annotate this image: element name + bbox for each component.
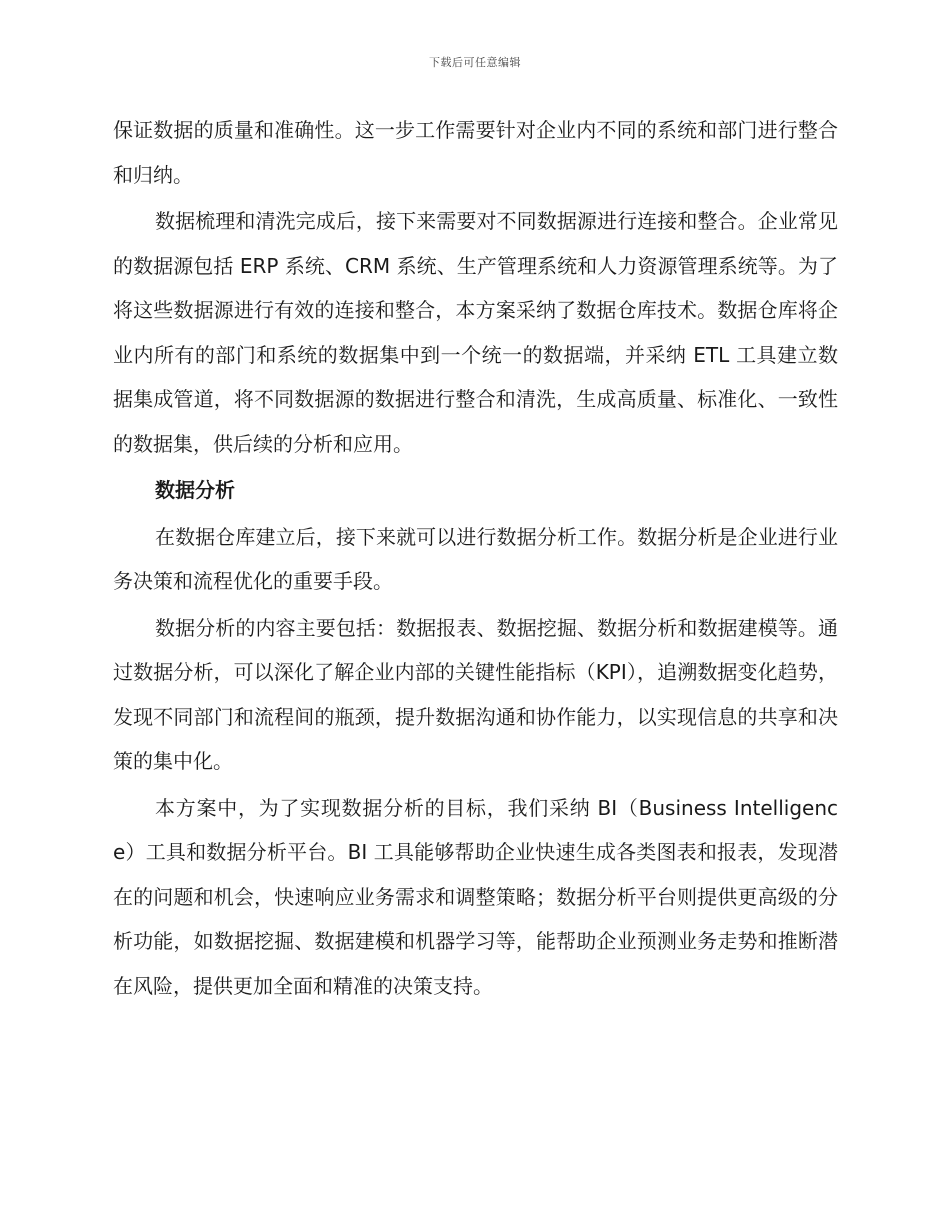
paragraph-analysis-intro: 在数据仓库建立后，接下来就可以进行数据分析工作。数据分析是企业进行业务决策和流程优化的重要手段。 — [113, 524, 838, 593]
page-header-note: 下载后可任意编辑 — [429, 56, 521, 69]
section-heading: 数据分析 — [155, 478, 235, 502]
document-body — [113, 108, 838, 1008]
paragraph-data-integration: 数据梳理和清洗完成后，接下来需要对不同数据源进行连接和整合。企业常见的数据源包括 ERP 系统、CRM 系统、生产管理系统和人力资源管理系统等。为了将这些数据源进行有效的连接和整合，本方案采纳了数据仓库技术。数据仓库将企业内所有的部门和系统的数据集中到一个统一的数据端，并采纳 ETL 工具建立数据集成管道，将不同数据源的数据进行整合和清洗，生成高质量、标准化、一致性的数据集，供后续的分析和应用。 — [113, 209, 838, 456]
paragraph-analysis-content: 数据分析的内容主要包括：数据报表、数据挖掘、数据分析和数据建模等。通过数据分析，可以深化了解企业内部的关键性能指标（KPI），追溯数据变化趋势，发现不同部门和流程间的瓶颈，提升数据沟通和协作能力，以实现信息的共享和决策的集中化。 — [113, 615, 838, 773]
paragraph-bi-tools: 本方案中，为了实现数据分析的目标，我们采纳 BI（Business Intelligence）工具和数据分析平台。BI 工具能够帮助企业快速生成各类图表和报表，发现潜在的问题和机会，快速响应业务需求和调整策略；数据分析平台则提供更高级的分析功能，如数据挖掘、数据建模和机器学习等，能帮助企业预测业务走势和推断潜在风险，提供更加全面和精准的决策支持。 — [113, 795, 838, 998]
paragraph-continuation: 保证数据的质量和准确性。这一步工作需要针对企业内不同的系统和部门进行整合和归纳。 — [113, 118, 838, 187]
